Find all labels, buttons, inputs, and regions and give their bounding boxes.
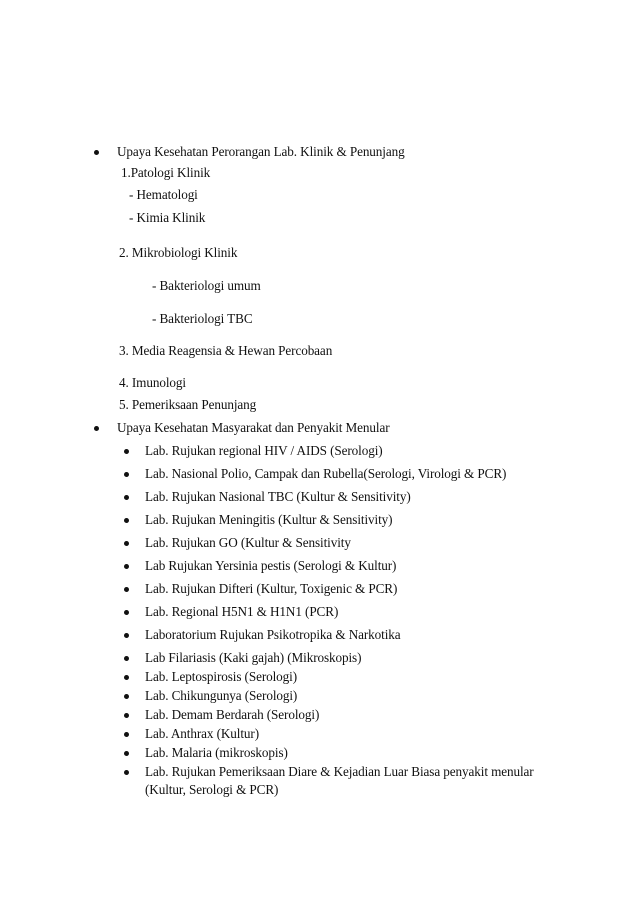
list-item-patologi-klinik: 1.Patologi Klinik [121, 165, 211, 180]
list-item-lab-difteri: Lab. Rujukan Difteri (Kultur, Toxigenic & PCR) [145, 581, 398, 596]
bullet-lab-psikotropika [124, 633, 129, 638]
list-item-imunologi: 4. Imunologi [119, 375, 186, 390]
bullet-lab-meningitis [124, 518, 129, 523]
list-item-lab-filariasis: Lab Filariasis (Kaki gajah) (Mikroskopis) [145, 650, 362, 665]
bullet-section1 [94, 150, 99, 155]
list-item-lab-chikungunya: Lab. Chikungunya (Serologi) [145, 688, 298, 703]
section2-title: Upaya Kesehatan Masyarakat dan Penyakit Menular [117, 420, 390, 435]
list-item-lab-polio: Lab. Nasional Polio, Campak dan Rubella(Serologi, Virologi & PCR) [145, 466, 507, 481]
list-item-hematologi: - Hematologi [129, 187, 198, 202]
list-item-lab-anthrax: Lab. Anthrax (Kultur) [145, 726, 259, 741]
bullet-lab-chikungunya [124, 694, 129, 699]
list-item-lab-meningitis: Lab. Rujukan Meningitis (Kultur & Sensitivity) [145, 512, 393, 527]
bullet-lab-tbc [124, 495, 129, 500]
list-item-lab-psikotropika: Laboratorium Rujukan Psikotropika & Narkotika [145, 627, 401, 642]
bullet-lab-filariasis [124, 656, 129, 661]
bullet-lab-demam-berdarah [124, 713, 129, 718]
list-item-lab-diare: Lab. Rujukan Pemeriksaan Diare & Kejadian Luar Biasa penyakit menular [145, 764, 534, 779]
section1-title: Upaya Kesehatan Perorangan Lab. Klinik & Penunjang [117, 144, 405, 159]
list-item-lab-demam-berdarah: Lab. Demam Berdarah (Serologi) [145, 707, 320, 722]
list-item-bakteriologi-tbc: - Bakteriologi TBC [152, 311, 253, 326]
list-item-bakteriologi-umum: - Bakteriologi umum [152, 278, 261, 293]
list-item-lab-h5n1: Lab. Regional H5N1 & H1N1 (PCR) [145, 604, 339, 619]
bullet-lab-polio [124, 472, 129, 477]
list-item-pemeriksaan-penunjang: 5. Pemeriksaan Penunjang [119, 397, 257, 412]
bullet-section2 [94, 426, 99, 431]
list-item-lab-go: Lab. Rujukan GO (Kultur & Sensitivity [145, 535, 351, 550]
bullet-lab-leptospirosis [124, 675, 129, 680]
list-item-lab-diare-cont: (Kultur, Serologi & PCR) [145, 782, 279, 797]
list-item-lab-yersinia: Lab Rujukan Yersinia pestis (Serologi & Kultur) [145, 558, 397, 573]
bullet-lab-h5n1 [124, 610, 129, 615]
bullet-lab-difteri [124, 587, 129, 592]
list-item-lab-hiv: Lab. Rujukan regional HIV / AIDS (Serologi) [145, 443, 383, 458]
list-item-media-reagensia: 3. Media Reagensia & Hewan Percobaan [119, 343, 333, 358]
list-item-lab-malaria: Lab. Malaria (mikroskopis) [145, 745, 288, 760]
list-item-lab-tbc: Lab. Rujukan Nasional TBC (Kultur & Sensitivity) [145, 489, 411, 504]
bullet-lab-anthrax [124, 732, 129, 737]
bullet-lab-malaria [124, 751, 129, 756]
bullet-lab-yersinia [124, 564, 129, 569]
list-item-kimia-klinik: - Kimia Klinik [129, 210, 206, 225]
bullet-lab-go [124, 541, 129, 546]
bullet-lab-hiv [124, 449, 129, 454]
bullet-lab-diare [124, 770, 129, 775]
list-item-lab-leptospirosis: Lab. Leptospirosis (Serologi) [145, 669, 298, 684]
list-item-mikrobiologi-klinik: 2. Mikrobiologi Klinik [119, 245, 238, 260]
